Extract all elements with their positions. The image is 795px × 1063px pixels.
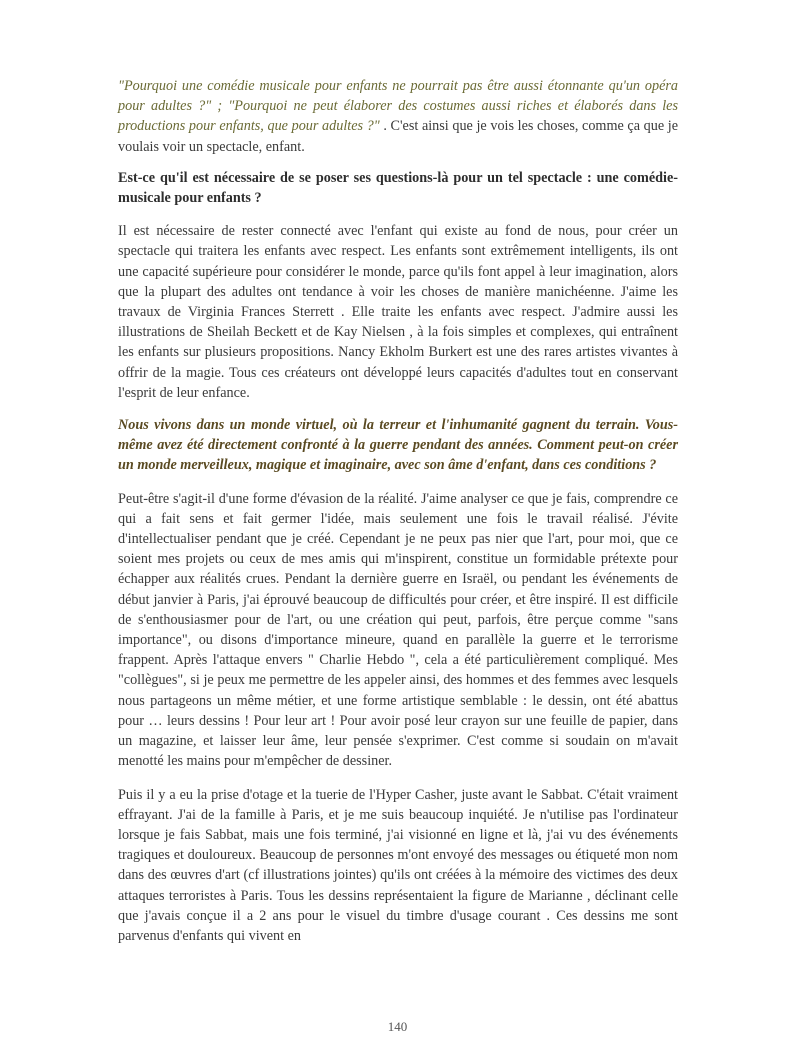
page-number: 140	[387, 1019, 408, 1034]
interview-question-1: Est-ce qu'il est nécessaire de se poser ses questions-là pour un tel spectacle : une comédie-musicale pour enfants ?	[118, 169, 678, 207]
interview-answer-1: Il est nécessaire de rester connecté avec l'enfant qui existe au fond de nous, pour créer un spectacle qui traitera les enfants avec respect. Les enfants sont extrêmement intelligents, ils ont une capacité supérieure pour considérer le monde, parce qu'ils font appel à leur imagination, alors que la plupart des adultes ont tendance à voir les choses de manière manichéenne. J'aime les travaux de Virginia Frances Sterrett . Elle traite les enfants avec respect. J'admire aussi les illustrations de Sheilah Beckett et de Kay Nielsen , à la fois simples et complexes, qui entraînent les enfants sur plusieurs propositions. Nancy Ekholm Burkert est une des rares artistes vivantes à offrir de la magie. Tous ces créateurs ont développé leurs capacités d'adultes tout en conservant l'esprit de leur enfance.	[118, 223, 678, 401]
interview-question-2: Nous vivons dans un monde virtuel, où la terreur et l'inhumanité gagnent du terrain. Vous-même avez été directement confronté à la guerre pendant des années. Comment peut-on créer un monde merveilleux, magique et imaginaire, avec son âme d'enfant, dans ces conditions ?	[118, 417, 678, 474]
interview-answer-2: Peut-être s'agit-il d'une forme d'évasion de la réalité. J'aime analyser ce que je fais, comprendre ce qui a fait sens et fait germer l'idée, mais seulement une fois le travail réalisé. J'évite d'intellectualiser pendant que je créé. Cependant je ne peux pas nier que l'art, pour moi, que ce soient mes projets ou ceux de mes amis qui m'inspirent, constitue un formidable prétexte pour échapper aux réalités crues. Pendant la dernière guerre en Israël, ou pendant les événements de début janvier à Paris, j'ai éprouvé beaucoup de difficultés pour créer, et être inspiré. Il est difficile de s'enthousiasmer pour de l'art, ou une création qui peut, parfois, être perçue comme "sans importance", ou disons d'importance mineure, quand en parallèle la guerre et le terrorisme frappent. Après l'attaque envers " Charlie Hebdo ", cela a été particulièrement compliqué. Mes "collègues", si je peux me permettre de les appeler ainsi, des hommes et des femmes avec lesquels nous partageons un même métier, et une forme artistique semblable : le dessin, ont été abattus pour … leurs dessins ! Pour leur art ! Pour avoir posé leur crayon sur une feuille de papier, dans un magazine, et laisser leur âme, leur pensée s'exprimer. C'est comme si soudain on m'avait menotté les mains pour m'empêcher de dessiner.	[118, 490, 678, 770]
quote-text: "Pourquoi une comédie musicale pour enfants ne pourrait pas être aussi étonnante qu'un opéra pour adultes ?" ; "Pourquoi ne peut élaborer des costumes aussi riches et élaborés dans les productions pour enfants, que pour adultes ?"	[118, 78, 678, 135]
document-page	[118, 76, 678, 946]
interview-answer-3: Puis il y a eu la prise d'otage et la tuerie de l'Hyper Casher, juste avant le Sabbat. C'était vraiment effrayant. J'ai de la famille à Paris, et je me suis beaucoup inquiété. Je n'utilise pas l'ordinateur lorsque je fais Sabbat, mais une fois terminé, j'ai visionné en ligne et là, j'ai vu des événements tragiques et douloureux. Beaucoup de personnes m'ont envoyé des messages ou étiqueté mon nom dans des œuvres d'art (cf illustrations jointes) qu'ils ont créées à la mémoire des victimes des deux attaques terroristes à Paris. Tous les dessins représentaient la figure de Marianne , déclinant celle que j'avais conçue il a 2 ans pour le visuel du timbre d'usage courant . Ces dessins me sont parvenus d'enfants qui vivent en	[118, 786, 678, 944]
intro-quote-paragraph	[118, 76, 678, 157]
quote-followup-text: . C'est ainsi que je vois les choses, comme ça que je voulais voir un spectacle, enfant.	[118, 118, 679, 155]
